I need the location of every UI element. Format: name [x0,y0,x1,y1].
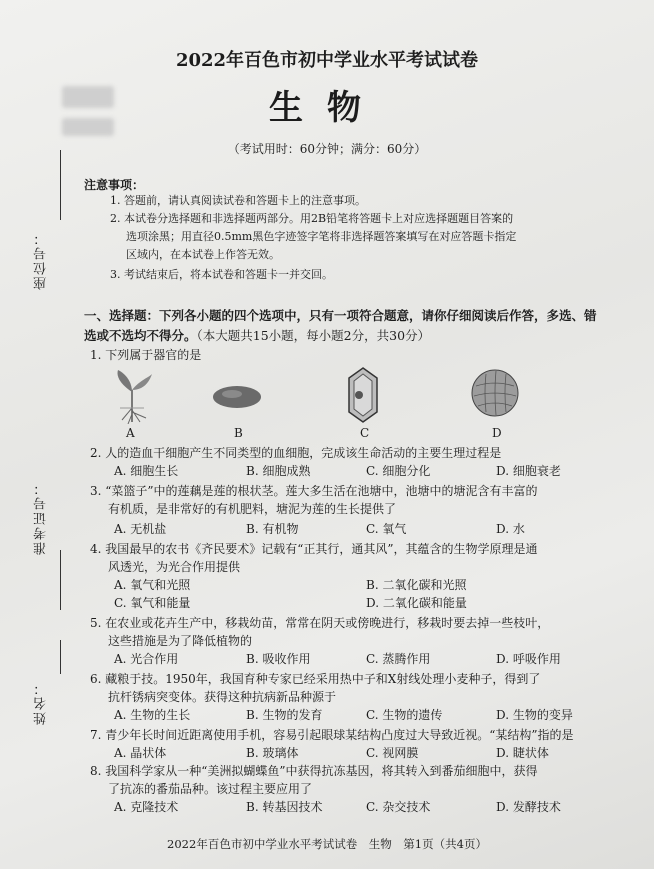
exam-time-info: （考试用时：60分钟；满分：60分） [227,142,427,156]
notice-heading: 注意事项： [84,178,145,192]
admission-number-line [60,550,61,610]
notice-item: 区域内，在本试卷上作答无效。 [126,248,280,261]
section-heading-text: 一、选择题：下列各小题的四个选项中，只有一项符合题意，请你仔细阅读后作答，多选、错选或不选均不得分。 [84,308,597,343]
notice-item: 3. 考试结束后，将本试卷和答题卡一并交回。 [110,268,333,281]
option-d: D. 发酵技术 [496,800,561,814]
figure-label-b: B [234,426,243,440]
exam-title: 2022年百色市初中学业水平考试试卷 [175,50,479,71]
option-a: A. 无机盐 [114,522,167,536]
option-c: C. 蒸腾作用 [366,652,431,666]
plant-cell-figure [346,366,380,424]
question-5-continued: 这些措施是为了降低植物的 [108,634,253,648]
name-label: 姓名： [34,680,49,725]
admission-number-label: 准考证号： [34,480,49,555]
question-4-continued: 风透光，为光合作用提供 [108,560,241,574]
option-c: C. 视网膜 [366,746,419,760]
seedling-figure [110,364,154,424]
option-c: C. 杂交技术 [366,800,431,814]
notice-item: 1. 答题前，请认真阅读试卷和答题卡上的注意事项。 [110,194,366,207]
option-b: B. 细胞成熟 [246,464,311,478]
figure-label-c: C [360,426,370,440]
option-b: B. 生物的发育 [246,708,323,722]
question-1-figures [110,364,590,444]
option-b: B. 玻璃体 [246,746,299,760]
question-5: 5. 在农业或花卉生产中，移栽幼苗，常常在阴天或傍晚进行，移栽时要去掉一些枝叶， [90,616,550,630]
question-6: 6. 藏粮于技。1950年，我国育种专家已经采用热中子和X射线处理小麦种子，得到了 [90,672,541,686]
option-d: D. 二氧化碳和能量 [366,596,467,610]
option-d: D. 睫状体 [496,746,549,760]
notice-item: 2. 本试卷分选择题和非选择题两部分。用2B铅笔将答题卡上对应选择题题目答案的 [110,212,514,225]
seat-number-field [18,150,70,310]
page-footer: 2022年百色市初中学业水平考试试卷 生物 第1页（共4页） [167,837,487,851]
seat-number-label: 座位号： [34,230,49,290]
option-a: A. 细胞生长 [114,464,179,478]
option-a: A. 晶状体 [114,746,167,760]
admission-number-field [18,440,70,610]
option-b: B. 吸收作用 [246,652,311,666]
option-c: C. 细胞分化 [366,464,431,478]
option-b: B. 二氧化碳和光照 [366,578,467,592]
notice-item: 选项涂黑；用直径0.5mm黑色字迹签字笔将非选择题答案填写在对应答题卡指定 [126,230,517,243]
option-a: A. 光合作用 [114,652,179,666]
option-a: A. 氧气和光照 [114,578,191,592]
question-8-continued: 了抗冻的番茄品种。该过程主要应用了 [108,782,313,796]
section-heading [84,306,604,346]
leaf-organ-figure [212,382,262,412]
option-b: B. 有机物 [246,522,299,536]
question-2: 2. 人的造血干细胞产生不同类型的血细胞，完成该生命活动的主要生理过程是 [90,446,502,460]
option-c: C. 生物的遗传 [366,708,443,722]
name-line [60,640,61,674]
tissue-figure [470,368,520,418]
option-b: B. 转基因技术 [246,800,323,814]
subject-title: 生物 [269,88,385,128]
figure-label-a: A [126,426,135,440]
option-d: D. 细胞衰老 [496,464,561,478]
option-a: A. 生物的生长 [114,708,191,722]
question-3-continued: 有机质，是非常好的有机肥料，塘泥为莲的生长提供了 [108,502,397,516]
question-1: 1. 下列属于器官的是 [90,348,202,362]
name-field [18,640,70,750]
option-d: D. 水 [496,522,525,536]
option-a: A. 克隆技术 [114,800,179,814]
option-d: D. 生物的变异 [496,708,573,722]
seat-number-line [60,150,61,220]
option-d: D. 呼吸作用 [496,652,561,666]
option-c: C. 氧气 [366,522,407,536]
section-heading-note: （本大题共15小题，每小题2分，共30分） [196,328,431,343]
question-6-continued: 抗杆锈病突变体。获得这种抗病新品种源于 [108,690,337,704]
figure-label-d: D [492,426,502,440]
question-8: 8. 我国科学家从一种“美洲拟蝴蝶鱼”中获得抗冻基因，将其转入到番茄细胞中，获得 [90,764,538,778]
question-7: 7. 青少年长时间近距离使用手机，容易引起眼球某结构凸度过大导致近视。“某结构”指的是 [90,728,574,742]
option-c: C. 氧气和能量 [114,596,191,610]
question-4: 4. 我国最早的农书《齐民要术》记载有“正其行，通其风”，其蕴含的生物学原理是通 [90,542,538,556]
question-3: 3. “菜篮子”中的莲藕是莲的根状茎。莲大多生活在池塘中，池塘中的塘泥含有丰富的 [90,484,538,498]
